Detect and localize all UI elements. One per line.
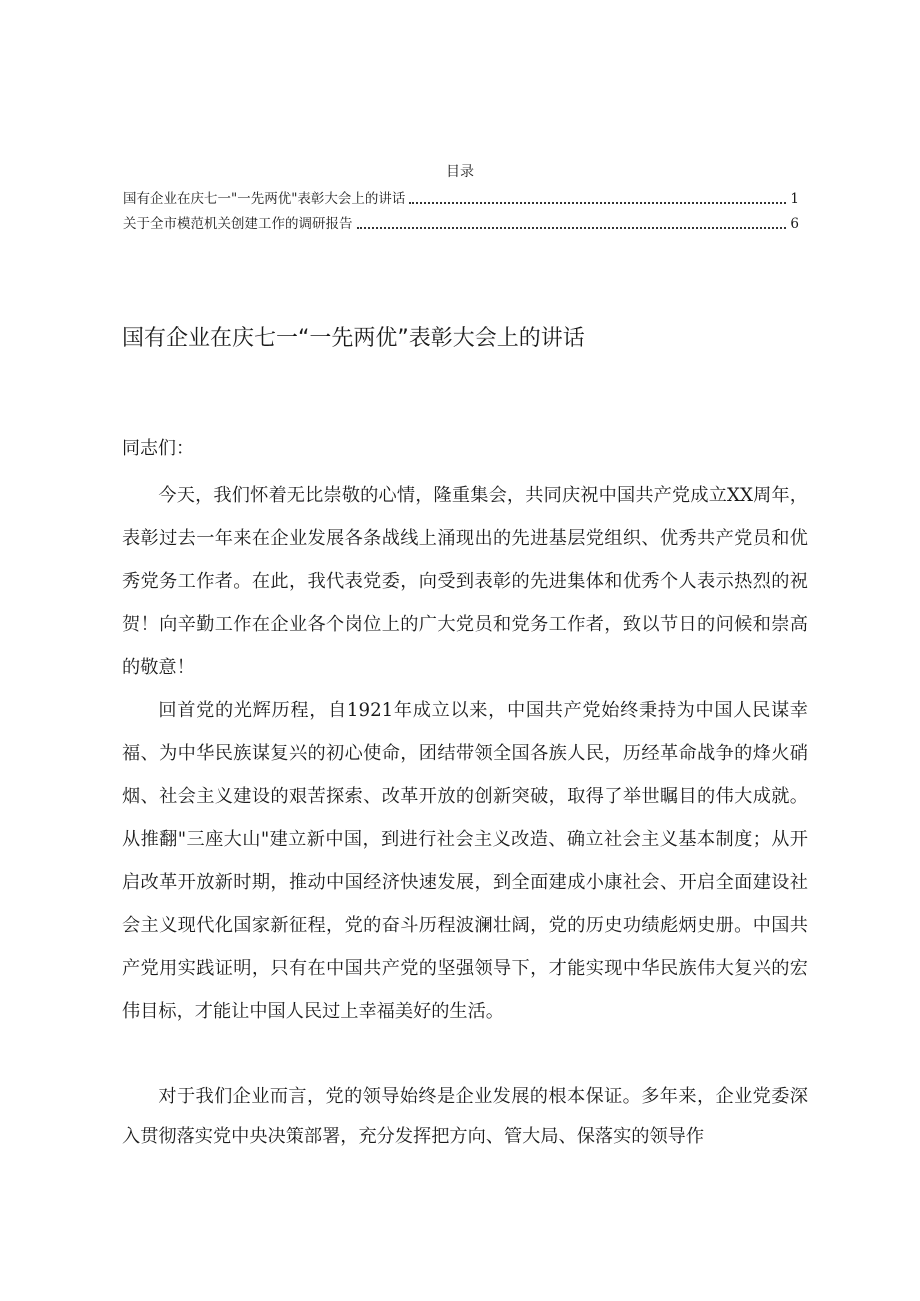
salutation: 同志们： xyxy=(122,438,194,459)
body-paragraph: 对于我们企业而言，党的领导始终是企业发展的根本保证。多年来，企业党委深入贯彻落实党中央决策部署，充分发挥把方向、管大局、保落实的领导作 xyxy=(122,1086,808,1147)
body-paragraph: 回首党的光辉历程，自1921年成立以来，中国共产党始终秉持为中国人民谋幸福、为中华民族谋复兴的初心使命，团结带领全国各族人民，历经革命战争的烽火硝烟、社会主义建设的艰苦探索、改革开放的创新突破，取得了举世瞩目的伟大成就。从推翻"三座大山"建立新中国，到进行社会主义改造、确立社会主义基本制度；从开启改革开放新时期，推动中国经济快速发展，到全面建成小康社会、开启全面建设社会主义现代化国家新征程，党的奋斗历程波澜壮阔，党的历史功绩彪炳史册。中国共产党用实践证明，只有在中国共产党的坚强领导下，才能实现中华民族伟大复兴的宏伟目标，才能让中国人民过上幸福美好的生活。 xyxy=(122,700,808,1022)
toc-entry-text: 国有企业在庆七一"一先两优"表彰大会上的讲话 xyxy=(123,191,406,207)
body-paragraph: 今天，我们怀着无比崇敬的心情，隆重集会，共同庆祝中国共产党成立XX周年，表彰过去一年来在企业发展各条战线上涌现出的先进基层党组织、优秀共产党员和优秀党务工作者。在此，我代表党委，向受到表彰的先进集体和优秀个人表示热烈的祝贺！向辛勤工作在企业各个岗位上的广大党员和党务工作者，致以节日的问候和崇高的敬意！ xyxy=(122,485,808,678)
toc-leader-dots xyxy=(357,226,787,229)
toc-entry[interactable] xyxy=(123,189,799,209)
article-title: 国有企业在庆七一“一先两优”表彰大会上的讲话 xyxy=(122,326,585,351)
toc-title: 目录 xyxy=(446,164,474,180)
toc-entry-text: 关于全市模范机关创建工作的调研报告 xyxy=(123,216,353,232)
toc-leader-dots xyxy=(409,201,786,204)
toc-entry-page: 6 xyxy=(790,216,799,232)
toc-entry[interactable] xyxy=(123,214,799,234)
toc-entry-page: 1 xyxy=(790,191,799,207)
